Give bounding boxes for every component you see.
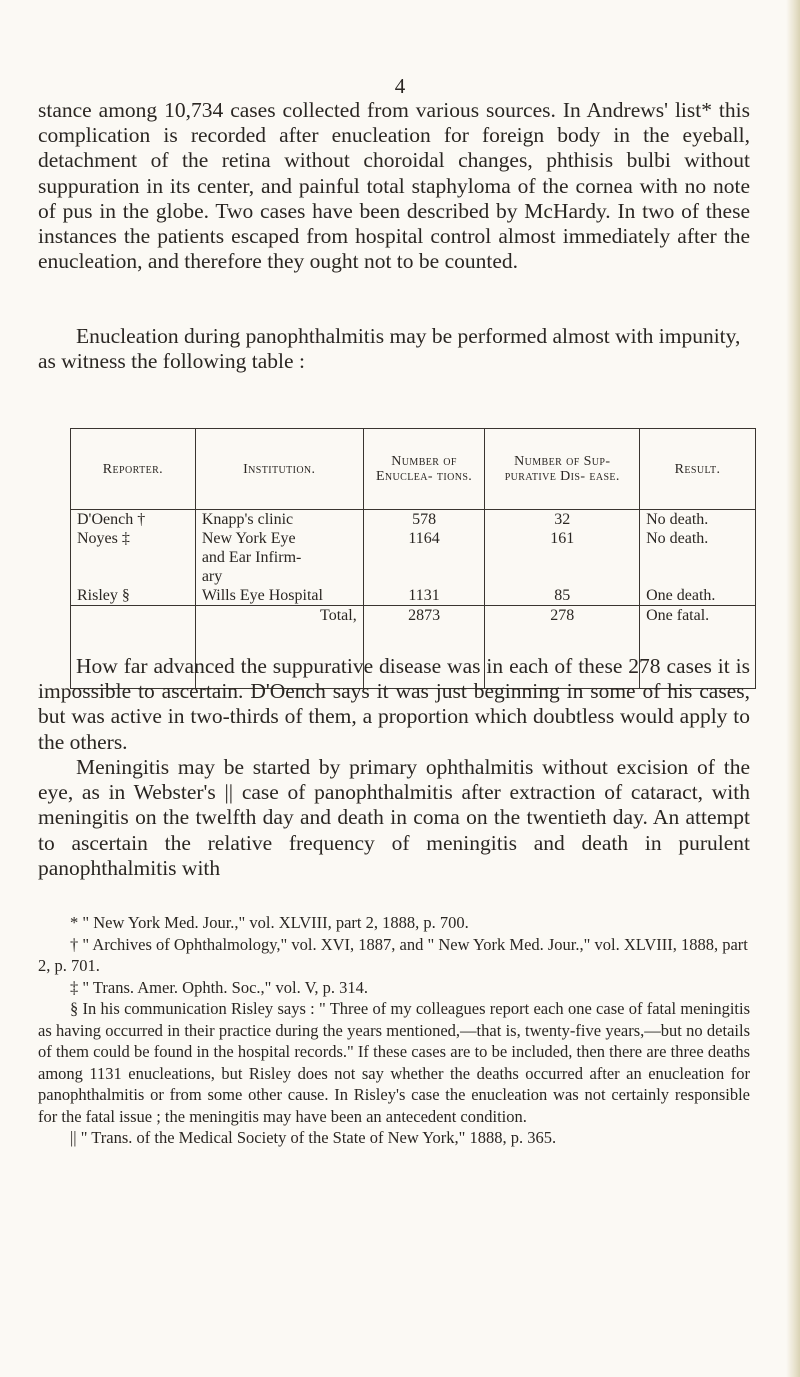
spacer [646, 567, 749, 586]
reporter-noyes: Noyes ‡ [77, 530, 130, 547]
footnote-dagger: † " Archives of Ophthalmology," vol. XVI, 1887, and " New York Med. Jour.," vol. XLVIII, 1888, part 2, p. 701. [38, 934, 748, 975]
page-number: 4 [394, 74, 406, 98]
spacer [370, 548, 479, 567]
header-reporter: Reporter. [71, 429, 196, 510]
footnote-double-dagger: ‡ " Trans. Amer. Ophth. Soc.," vol. V, p. 314. [70, 977, 368, 997]
header-enucleations: Number of Enuclea- tions. [363, 429, 485, 510]
institution-nyeye-3: ary [201, 568, 223, 585]
page-edge [786, 0, 800, 1377]
institution-knapp: Knapp's clinic [201, 511, 294, 528]
total-enucleations: 2873 [363, 606, 485, 689]
footnote-section: § In his communication Risley says : " Three of my colleagues report each one case of fatal meningitis as having occurred in their practice during the years mentioned,—that is, twenty-five years,—but no details of them could be found in the hospital records." If these cases are to be included, then there are three deaths among 1131 enucleations, but Risley does not say whether the deaths occurred after an enucleation for panophthalmitis or from some other cause. In Risley's case the enucleation was not certainly responsible for the fatal issue ; the meningitis may have been an antecedent condition. [38, 999, 750, 1126]
result-cell [640, 510, 756, 606]
paragraph-intro: stance among 10,734 cases collected from various sources. In Andrews' list* this complication is recorded after enucleation for foreign body in the eyeball, detachment of the retina without choroidal changes, phthisis bulbi without suppuration in its center, and painful total staphyloma of the cornea with no note of pus in the globe. Two cases have been described by McHardy. In two of these instances the patients escaped from hospital control almost immediately after the enucleation, and therefore they ought not to be counted. [38, 98, 750, 274]
spacer [370, 567, 479, 586]
institution-wills: Wills Eye Hospital [201, 587, 323, 604]
enucleation-table [70, 428, 756, 689]
table-row [71, 510, 756, 606]
reporter-cell [71, 510, 196, 606]
total-suppurative: 278 [485, 606, 640, 689]
suppurative-risley: 85 [554, 587, 571, 604]
table-header-row [71, 429, 756, 510]
institution-nyeye-1: New York Eye [201, 530, 296, 547]
total-result: One fatal. [640, 606, 756, 689]
reporter-doench: D'Oench † [77, 511, 146, 528]
suppurative-noyes: 161 [550, 530, 575, 547]
suppurative-cell [485, 510, 640, 606]
header-institution: Institution. [195, 429, 363, 510]
result-doench: No death. [646, 511, 709, 528]
spacer [646, 548, 749, 567]
enucleations-risley: 1131 [408, 587, 440, 604]
suppurative-doench: 32 [554, 511, 571, 528]
spacer [491, 548, 633, 567]
paragraph-enucleation: Enucleation during panophthalmitis may be performed almost with impunity, as witness the following table : [38, 324, 741, 374]
total-label: Total, [195, 606, 363, 689]
enucleations-noyes: 1164 [408, 530, 440, 547]
institution-nyeye-2: and Ear Infirm- [201, 549, 302, 566]
enucleations-doench: 578 [412, 511, 437, 528]
spacer [77, 567, 189, 586]
footnotes [38, 912, 750, 1149]
paragraph-suppurative: How far advanced the suppurative disease was in each of these 278 cases it is impossible to ascertain. D'Oench says it was just beginning in some of his cases, but was active in two-thirds of them, a proportion which doubtless would apply to the others. [38, 654, 750, 754]
footnote-parallel: || " Trans. of the Medical Society of the State of New York," 1888, p. 365. [70, 1128, 557, 1147]
header-suppurative: Number of Sup- purative Dis- ease. [485, 429, 640, 510]
enucleations-cell [363, 510, 485, 606]
institution-cell [195, 510, 363, 606]
header-result: Result. [640, 429, 756, 510]
result-noyes: No death. [646, 530, 709, 547]
reporter-risley: Risley § [77, 587, 130, 604]
spacer [491, 567, 633, 586]
result-risley: One death. [646, 587, 716, 604]
spacer [77, 548, 189, 567]
paragraph-meningitis: Meningitis may be started by primary ophthalmitis without excision of the eye, as in Webster's || case of panophthalmitis after extraction of cataract, with meningitis on the twelfth day and death in coma on the twentieth day. An attempt to ascertain the relative frequency of meningitis and death in purulent panophthalmitis with [38, 755, 750, 880]
footnote-star: * " New York Med. Jour.," vol. XLVIII, part 2, 1888, p. 700. [70, 913, 469, 932]
